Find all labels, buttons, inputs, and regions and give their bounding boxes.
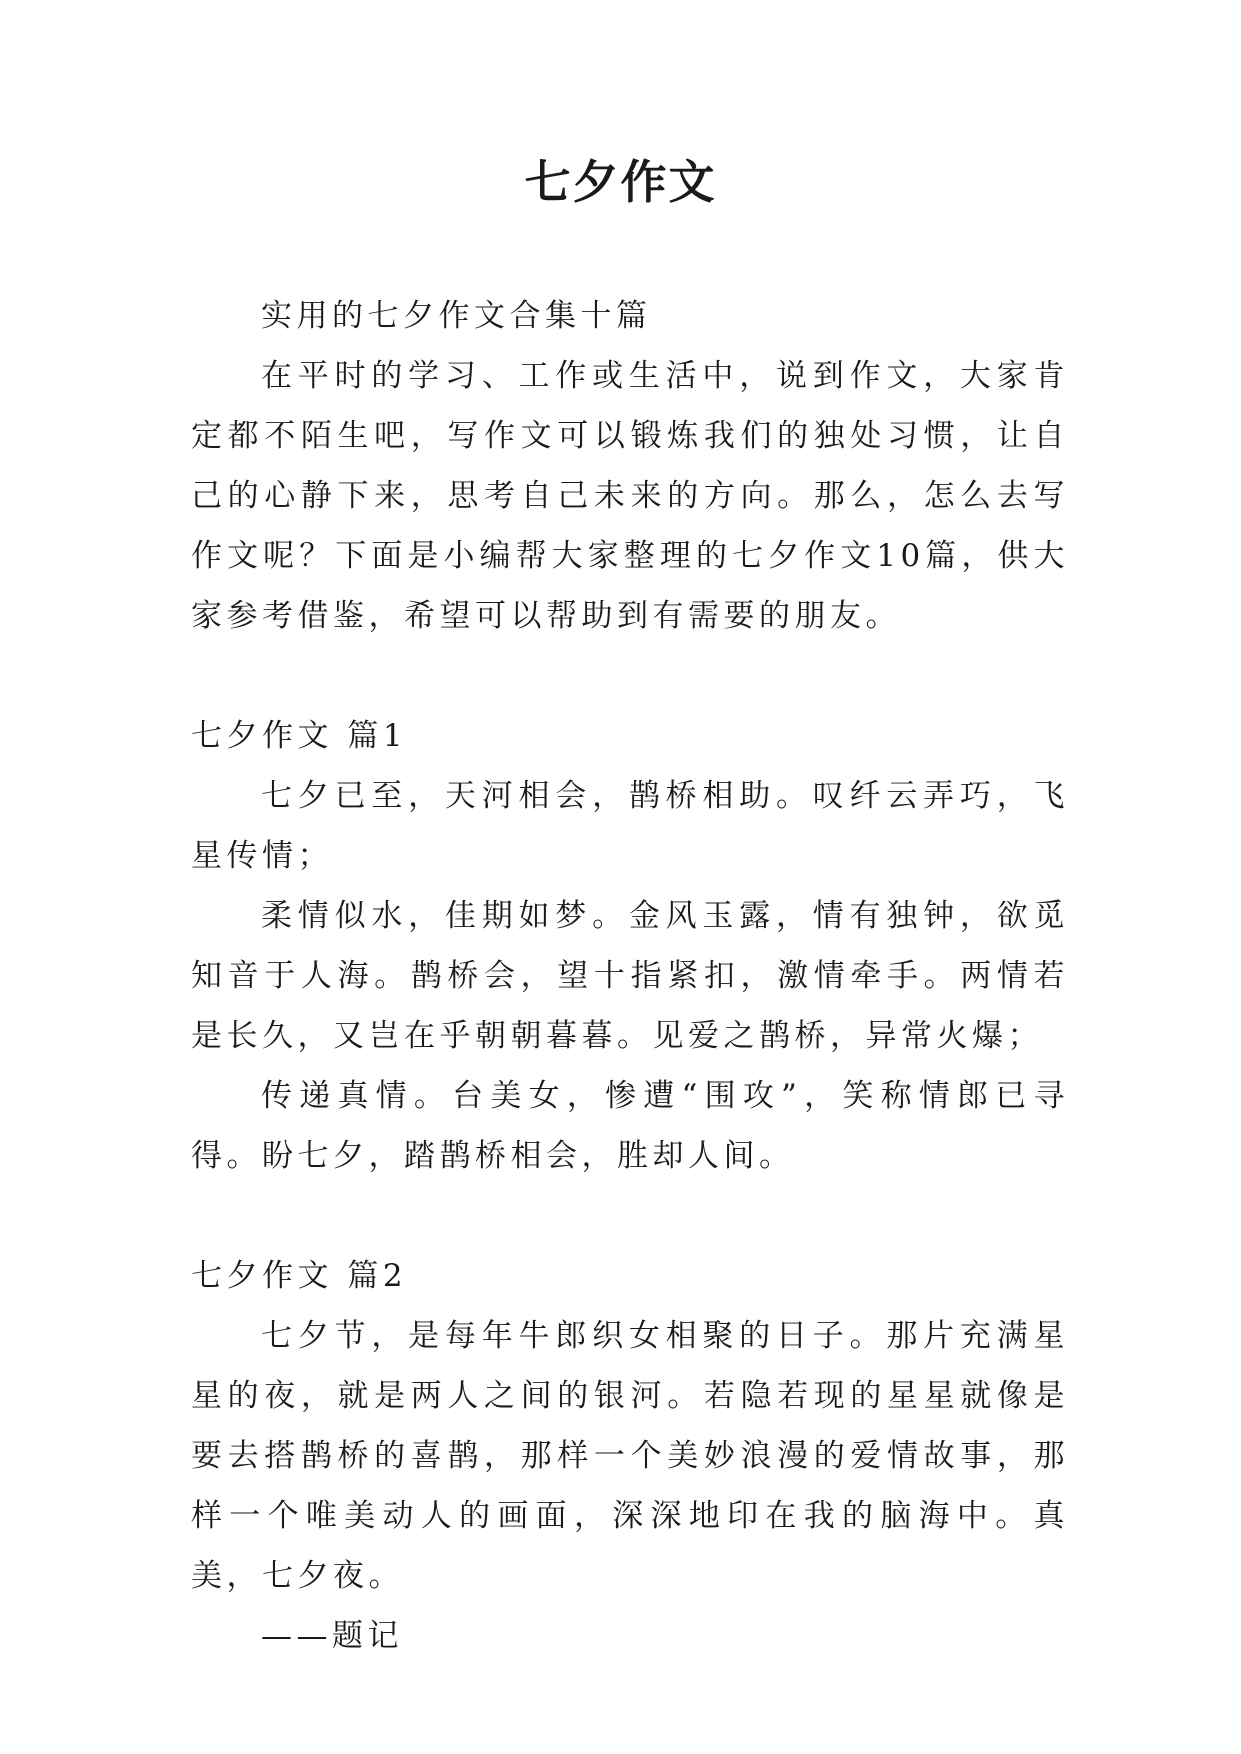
- epigraph-attribution: ——题记: [261, 1618, 403, 1654]
- document-body: [191, 286, 1069, 1666]
- section-1-paragraph-3: 传递真情。台美女，惨遭“围攻”，笑称情郎已寻得。盼七夕，踏鹊桥相会，胜却人间。: [191, 1078, 1069, 1174]
- section-1-paragraph-1: 七夕已至，天河相会，鹊桥相助。叹纤云弄巧，飞星传情；: [191, 778, 1069, 874]
- section-heading-2: 七夕作文 篇2: [191, 1258, 408, 1294]
- subtitle-line: 实用的七夕作文合集十篇: [261, 298, 652, 334]
- document-title: 七夕作文: [524, 155, 717, 209]
- section-1-paragraph-2: 柔情似水，佳期如梦。金风玉露，情有独钟，欲觅知音于人海。鹊桥会，望十指紧扣，激情牵手。两情若是长久，又岂在乎朝朝暮暮。见爱之鹊桥，异常火爆；: [191, 898, 1069, 1054]
- intro-paragraph: 在平时的学习、工作或生活中，说到作文，大家肯定都不陌生吧，写作文可以锻炼我们的独处习惯，让自己的心静下来，思考自己未来的方向。那么，怎么去写作文呢？下面是小编帮大家整理的七夕作文10篇，供大家参考借鉴，希望可以帮助到有需要的朋友。: [191, 358, 1069, 634]
- section-spacer: [191, 1186, 1069, 1246]
- section-2-paragraph-1: 七夕节，是每年牛郎织女相聚的日子。那片充满星星的夜，就是两人之间的银河。若隐若现的星星就像是要去搭鹊桥的喜鹊，那样一个美妙浪漫的爱情故事，那样一个唯美动人的画面，深深地印在我的脑海中。真美，七夕夜。: [191, 1318, 1069, 1594]
- section-spacer: [191, 646, 1069, 706]
- section-heading-1: 七夕作文 篇1: [191, 718, 408, 754]
